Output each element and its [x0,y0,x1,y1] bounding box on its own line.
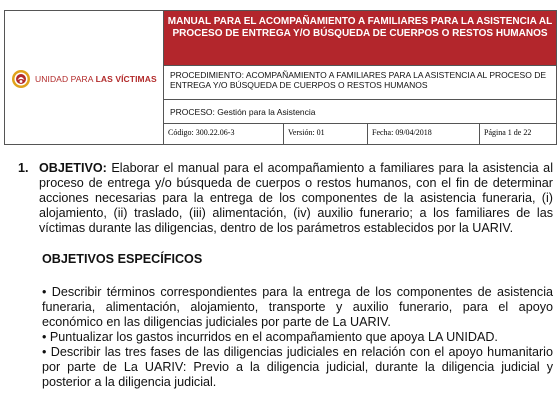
fecha-field: Fecha: 09/04/2018 [368,124,480,144]
objetivos-especificos-list [42,285,553,390]
unidad-emblem-icon [11,69,31,89]
objetivo-section [18,161,553,236]
list-item: • Describir las tres fases de las diligencias judiciales en relación con el apoyo humanitario por parte de La UARIV: Previo a la diligencia judicial, durante la diligencia judicial y posterior a la diligencia judicial. [42,345,553,389]
codigo-field: Código: 300.22.06-3 [164,124,284,144]
procedimiento-label: PROCEDIMIENTO: ACOMPAÑAMIENTO A FAMILIARES PARA LA ASISTENCIA AL PROCESO DE ENTREGA Y/O BÚSQUEDA DE CUERPOS O RESTOS HUMANOS [164,66,556,100]
manual-title: MANUAL PARA EL ACOMPAÑAMIENTO A FAMILIARES PARA LA ASISTENCIA AL PROCESO DE ENTREGA Y/O BÚSQUEDA DE CUERPOS O RESTOS HUMANOS [164,11,556,66]
list-item: • Puntualizar los gastos incurridos en el acompañamiento que apoya LA UNIDAD. [42,330,498,344]
objetivo-text: Elaborar el manual para el acompañamiento a familiares para la asistencia al proceso de entrega y/o búsqueda de cuerpos o restos humanos, con el fin de determinar acciones necesarias para la entrega de los componentes de la asistencia funeraria, (i) alojamiento, (ii) traslado, (iii) alimentación, (iv) auxilio funerario; a los familiares de las víctimas durante las diligencias, dentro de los parámetros establecidos por la UARIV. [39,161,553,235]
document-body [18,161,553,390]
pagina-field: Página 1 de 22 [484,128,532,137]
list-item: • Describir términos correspondientes para la entrega de los componentes de asistencia funeraria, alimentación, alojamiento, transporte y auxilio funerario, para el apoyo económico en las diligencias judiciales por parte de La UARIV. [42,285,553,329]
unidad-victimas-logo [11,69,157,89]
document-meta-row [164,124,556,144]
logo-cell [5,11,164,144]
version-field: Versión: 01 [284,124,368,144]
section-number: 1. [18,161,29,175]
objetivo-label: OBJETIVO: [39,161,107,175]
document-header-table [4,10,557,145]
proceso-label: PROCESO: Gestión para la Asistencia [164,100,556,124]
logo-text: UNIDAD PARA LAS VÍCTIMAS [35,74,157,84]
objetivo-paragraph [39,161,553,236]
objetivos-especificos-heading: OBJETIVOS ESPECÍFICOS [42,252,203,266]
